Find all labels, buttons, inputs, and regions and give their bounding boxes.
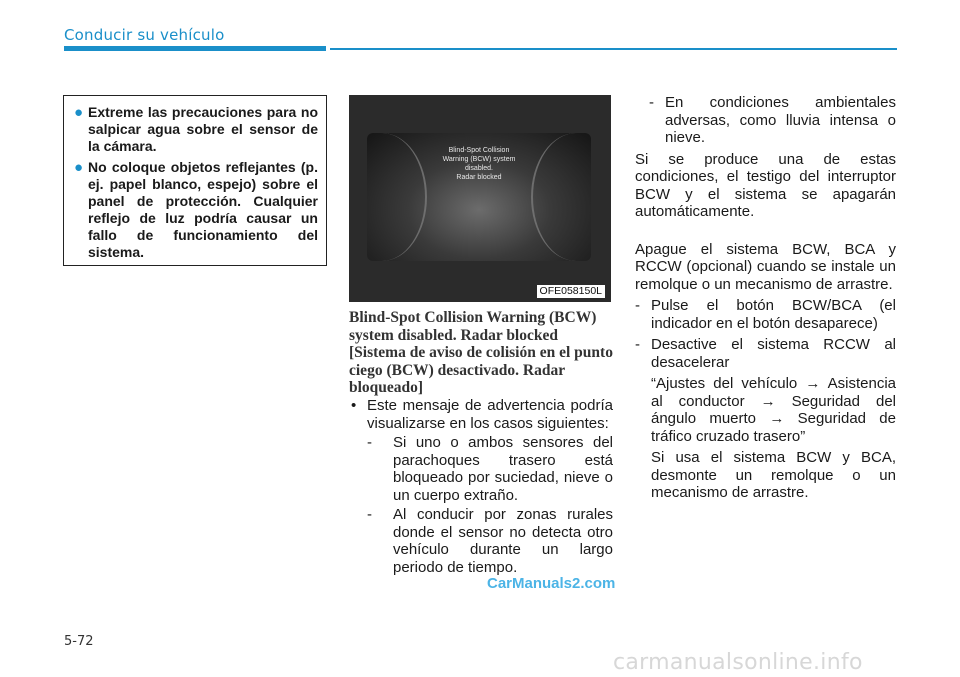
- figure-caption: Blind-Spot Collision Warning (BCW) system disabled. Radar blocked [Sistema de aviso de colisión en el punto ciego (BCW) desactivado. Radar bloqueado]: [349, 309, 613, 396]
- cluster-message-screen: [431, 143, 527, 213]
- warning-text-1: Extreme las precauciones para no salpicar agua sobre el sensor de la cámara.: [88, 104, 318, 154]
- dash-marker: -: [635, 297, 640, 314]
- dash-item-text: Pulse el botón BCW/BCA (el indicador en el botón desaparece): [651, 297, 896, 332]
- dash-item: [635, 297, 896, 332]
- watermark-link[interactable]: CarManuals2.com: [487, 575, 616, 592]
- bullet-text: Este mensaje de advertencia podría visualizarse en los casos siguientes:: [367, 397, 613, 432]
- warning-box: [63, 95, 327, 266]
- section-title: Conducir su vehículo: [64, 26, 225, 44]
- warning-item: [74, 159, 318, 261]
- bullet-item: [349, 397, 613, 432]
- screen-line: Radar blocked: [456, 174, 502, 181]
- header-rule-thin: [330, 48, 897, 50]
- dash-marker: -: [367, 506, 372, 523]
- sub-item: [363, 434, 613, 504]
- menu-path: “Ajustes del vehículo → Asistencia al conductor → Seguridad del ángulo muerto → Seguridad de tráfico cruzado trasero”: [651, 375, 896, 445]
- footer-watermark: carmanualsonline.info: [613, 650, 863, 675]
- sub-item-text: Al conducir por zonas rurales donde el sensor no detecta otro vehículo durante un largo periodo de tiempo.: [393, 506, 613, 576]
- dash-marker: -: [649, 94, 654, 111]
- right-column: [635, 94, 896, 506]
- screen-line: Warning (BCW) system: [442, 156, 516, 163]
- left-gauge: [367, 133, 427, 261]
- sub-item-text: En condiciones ambientales adversas, como lluvia intensa o nieve.: [665, 94, 896, 146]
- screen-line: disabled.: [464, 165, 494, 172]
- sub-item: [363, 506, 613, 576]
- screen-line: Blind-Spot Collision: [448, 147, 510, 154]
- dash-item-text: Desactive el sistema RCCW al desacelerar: [651, 336, 896, 371]
- dash-marker: -: [367, 434, 372, 451]
- sub-item: [635, 94, 896, 147]
- cluster-display: [367, 133, 591, 261]
- dash-item: [635, 336, 896, 371]
- paragraph: Apague el sistema BCW, BCA y RCCW (opcional) cuando se instale un remolque o un mecanismo de arrastre.: [635, 240, 896, 293]
- dash-marker: -: [635, 336, 640, 353]
- dashboard-figure: [349, 95, 611, 302]
- page-number: 5-72: [64, 634, 94, 649]
- figure-code: OFE058150L: [537, 285, 605, 298]
- note-text: Si usa el sistema BCW y BCA, desmonte un remolque o un mecanismo de arrastre.: [651, 449, 896, 501]
- middle-column: [349, 397, 613, 578]
- sub-item-text: Si uno o ambos sensores del parachoques trasero está bloqueado por suciedad, nieve o un cuerpo extraño.: [393, 434, 613, 504]
- paragraph: Si se produce una de estas condiciones, el testigo del interruptor BCW y el sistema se apagarán automáticamente.: [635, 150, 896, 220]
- header-rule-thick: [64, 46, 326, 51]
- warning-text-2: No coloque objetos reflejantes (p. ej. papel blanco, espejo) sobre el panel de protección. Cualquier reflejo de luz podría causar un fallo de funcionamiento del sistema.: [88, 159, 318, 260]
- right-gauge: [531, 133, 591, 261]
- bullet-dot-icon: ●: [74, 104, 84, 121]
- bullet-dot-icon: ●: [74, 159, 84, 176]
- warning-item: [74, 104, 318, 155]
- bullet-dot-icon: •: [351, 397, 357, 414]
